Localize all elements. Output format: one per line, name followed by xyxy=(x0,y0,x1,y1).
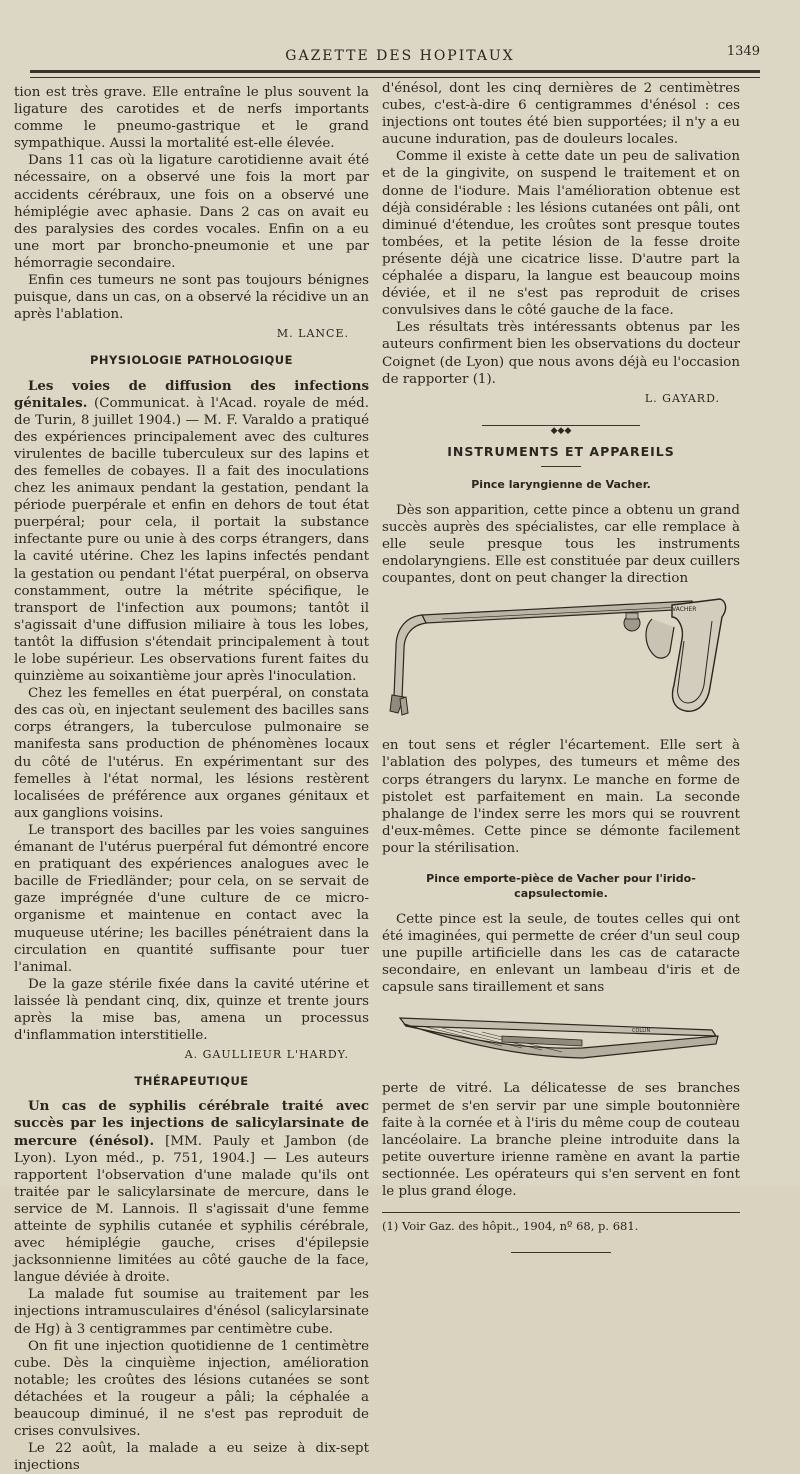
paragraph: On fit une injection quotidienne de 1 centimètre cube. Dès la cinquième injection, amélioration notable; les croûtes des lésions cutanées se sont détachées et la rougeur a pâli; la céphalée a beaucoup diminué, il ne s'est pas reproduit de crises convulsives. xyxy=(14,1338,369,1440)
paragraph: d'énésol, dont les cinq dernières de 2 centimètres cubes, c'est-à-dire 6 centigrammes d'énésol : ces injections ont toutes été bien supportées; il n'y a eu aucune induration, pas de douleurs locales. xyxy=(382,81,740,148)
section-ornament: ◆◆◆ xyxy=(382,421,740,429)
left-column xyxy=(14,84,369,1474)
engraved-maker-mark: COLLIN xyxy=(632,1028,651,1035)
paragraph: Les résultats très intéressants obtenus par les auteurs confirment bien les observations du docteur Coignet (de Lyon) que nous avons déjà eu l'occasion de rapporter (1). xyxy=(382,320,740,387)
paragraph xyxy=(14,378,369,686)
right-column xyxy=(382,80,740,1253)
heading-rule xyxy=(541,466,581,467)
author-signature: A. GAULLIEUR L'HARDY. xyxy=(184,1048,349,1062)
paragraph: Comme il existe à cette date un peu de salivation et de la gingivite, on suspend le traitement et on donne de l'iodure. Mais l'amélioration obtenue est déjà considérable : les lésions cutanées ont pâli, ont diminué d'étendue, les croûtes sont presque toutes tombées, et la petite lésion de la fesse droite présente déjà une cicatrice lisse. D'autre part la céphalée a disparu, la langue est beaucoup moins déviée, et il ne s'est pas reproduit de crises convulsives dans le côté gauche de la face. xyxy=(382,149,740,319)
article-title: Les voies de diffusion des infections génitales. xyxy=(14,377,369,411)
subheading-pince-laryngienne: Pince laryngienne de Vacher. xyxy=(471,477,651,491)
paragraph: en tout sens et régler l'écartement. Elle sert à l'ablation des polypes, des tumeurs et même des corps étrangers du larynx. Le manche en forme de pistolet est parfaitement en main. La seconde phalange de l'index serre les mors qui se rouvrent d'eux-mêmes. Cette pince se démonte facilement pour la stérilisation. xyxy=(382,738,740,856)
paragraph: Le 22 août, la malade a eu seize à dix-sept injections xyxy=(14,1441,369,1474)
paragraph: Chez les femelles en état puerpéral, on constata des cas où, en injectant seulement des bacilles sans corps étrangers, la tuberculose pulmonaire se manifesta sans production de phénomènes locaux du côté de l'utérus. En expérimentant sur des femelles à l'état normal, les lésions restèrent localisées de préférence aux organes génitaux et aux ganglions voisins. xyxy=(14,686,369,821)
header-rule xyxy=(30,70,760,73)
paragraph: Dans 11 cas où la ligature carotidienne avait été nécessaire, on a observé une fois la mort par accidents cérébraux, une fois on a observé une hémiplégie avec aphasie. Dans 2 cas on avait eu des paralysies des cordes vocales. Enfin on a eu une mort par broncho-pneumonie et une par hémorragie secondaire. xyxy=(14,153,369,271)
end-ornament xyxy=(511,1252,611,1253)
paragraph: Cette pince est la seule, de toutes celles qui ont été imaginées, qui permette de créer d'un seul coup une pupille artificielle dans les cas de cataracte secondaire, en enlevant un lambeau d'iris et de capsule sans tiraillement et sans xyxy=(382,912,740,996)
article-body: (Communicat. à l'Acad. royale de méd. de Turin, 8 juillet 1904.) — M. F. Varaldo a pratiqué des expériences principalement avec des cultures virulentes de bacille tuberculeux sur des lapins et des femelles de cobayes. Il a fait des inoculations chez les animaux pendant la gestation, pendant la période puerpérale et enfin en dehors de tout état puerpéral; pour cela, il portait la substance infectante pure ou unie à des corps étrangers, dans la cavité utérine. Chez les lapins infectés pendant la gestation ou pendant l'état puerpéral, on observa constamment, outre la métrite spécifique, le transport de l'infection aux poumons; tantôt il s'agissait d'une diffusion miliaire à tous les lobes, tantôt la diffusion s'étendait principalement à tout le lobe supérieur. Les observations furent faites du quinzième au soixantième jour après l'inoculation. xyxy=(14,395,369,685)
header-rule-thin xyxy=(30,77,760,78)
paragraph: La malade fut soumise au traitement par les injections intramusculaires d'énésol (salicylarsinate de Hg) à 3 centigrammes par centimètre cube. xyxy=(14,1287,369,1337)
paragraph: perte de vitré. La délicatesse de ses branches permet de s'en servir par une simple boutonnière faite à la cornée et à l'iris du même coup de couteau lancéolaire. La branche pleine introduite dans la petite ouverture irienne ramène en avant la partie sectionnée. Les opérateurs qui s'en servent en font le plus grand éloge. xyxy=(382,1081,740,1200)
page-number: 1349 xyxy=(726,44,760,59)
section-heading-physiologie: PHYSIOLOGIE PATHOLOGIQUE xyxy=(90,353,293,368)
subheading-pince-emporte-piece: Pince emporte-pièce de Vacher pour l'irido-capsulectomie. xyxy=(426,872,696,900)
paragraph: De la gaze stérile fixée dans la cavité utérine et laissée là pendant cinq, dix, quinze et trente jours après la mise bas, amena un processus d'inflammation interstitielle. xyxy=(14,976,369,1044)
journal-title: GAZETTE DES HOPITAUX xyxy=(285,48,515,64)
laryngeal-forceps-illustration xyxy=(382,587,740,737)
iris-forceps-drawing xyxy=(382,996,740,1080)
article-body: [MM. Pauly et Jambon (de Lyon). Lyon méd., p. 751, 1904.] — Les auteurs rapportent l'observation d'une malade qu'ils ont traitée par le salicylarsinate de mercure, dans le service de M. Lannois. Il s'agissait d'une femme atteinte de syphilis cutanée et syphilis cérébrale, avec hémiplégie gauche, crises d'épilepsie jacksonnienne limitées au côté gauche de la face, langue déviée à droite. xyxy=(14,1133,369,1286)
engraved-maker-mark: VACHER xyxy=(672,606,697,614)
paragraph xyxy=(14,1098,369,1286)
author-signature: M. LANCE. xyxy=(276,327,349,341)
section-heading-instruments: INSTRUMENTS ET APPAREILS xyxy=(447,443,675,459)
footnote-rule xyxy=(382,1212,740,1213)
author-signature: L. GAYARD. xyxy=(644,391,720,405)
iridectomy-forceps-illustration xyxy=(382,996,740,1080)
footnote: (1) Voir Gaz. des hôpit., 1904, nº 68, p. 681. xyxy=(382,1219,639,1234)
article-title: Un cas de syphilis cérébrale traité avec succès par les injections de salicylarsinate de mercure (énésol). xyxy=(14,1098,369,1149)
paragraph: Dès son apparition, cette pince a obtenu un grand succès auprès des spécialistes, car elle remplace à elle seule presque tous les instruments endolaryngiens. Elle est constituée par deux cuillers coupantes, dont on peut changer la direction xyxy=(382,502,740,587)
paragraph: Le transport des bacilles par les voies sanguines émanant de l'utérus puerpéral fut démontré encore en pratiquant des expériences analogues avec le bacille de Friedländer; pour cela, on se servait de gaze imprégnée d'une culture de ce micro-organisme et maintenue en contact avec la muqueuse utérine; les bacilles pénétraient dans la circulation en quantité suffisante pour tuer l'animal. xyxy=(14,822,369,975)
paragraph: tion est très grave. Elle entraîne le plus souvent la ligature des carotides et de nerfs importants comme le pneumo-gastrique et le grand sympathique. Aussi la mortalité est-elle élevée. xyxy=(14,85,369,152)
section-heading-therapeutique: THÉRAPEUTIQUE xyxy=(134,1074,249,1089)
paragraph: Enfin ces tumeurs ne sont pas toujours bénignes puisque, dans un cas, on a observé la récidive un an après l'ablation. xyxy=(14,273,369,323)
forceps-drawing xyxy=(382,587,740,737)
page-header xyxy=(30,40,770,66)
